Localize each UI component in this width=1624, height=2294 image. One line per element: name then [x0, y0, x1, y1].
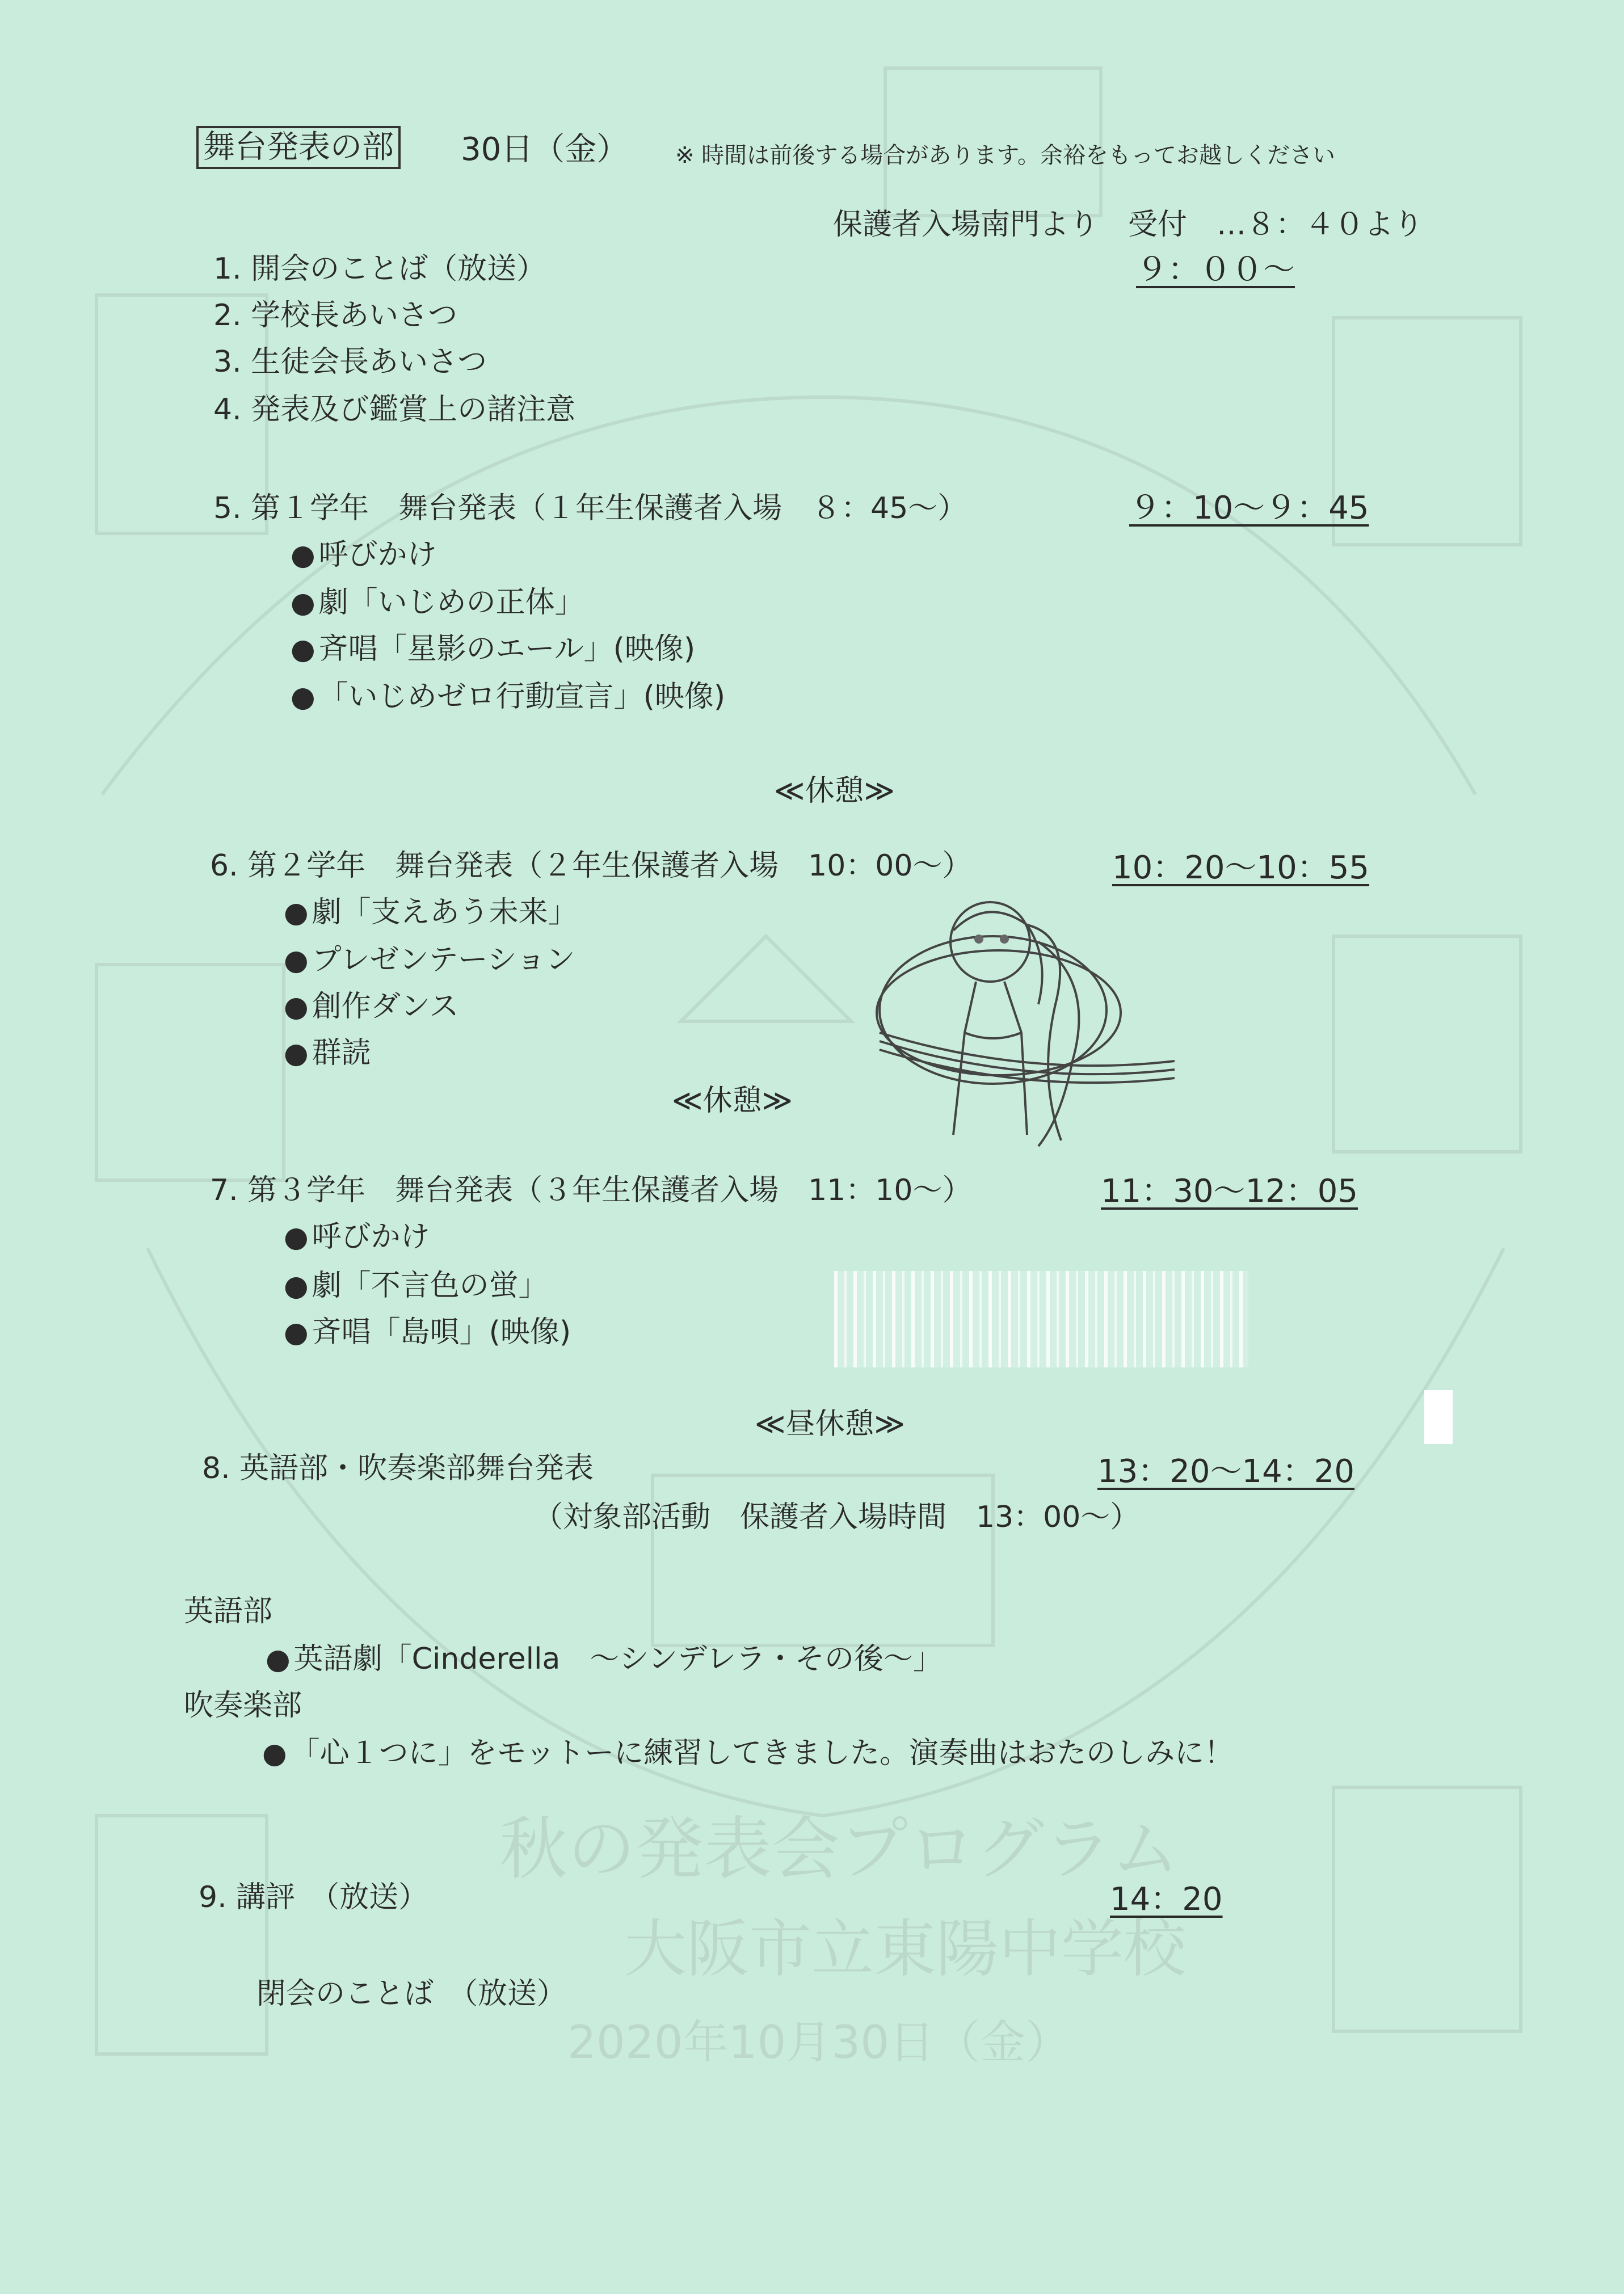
bullet-icon: ● — [284, 896, 309, 929]
bullet-icon: ● — [284, 1220, 309, 1253]
band-club-message — [262, 1736, 1234, 1770]
item-5-sub-3 — [291, 634, 695, 664]
watermark-date: 2020年10月30日（金） — [567, 2016, 1071, 2069]
item-7-label: 7. 第３学年 舞台発表（３年生保護者入場 11：10～） — [210, 1173, 972, 1207]
item-1-time: ９：００～ — [1136, 251, 1295, 288]
item-5-time: ９：10～９：45 — [1129, 490, 1369, 527]
sub-text: 英語劇「Cinderella ～シンデレラ・その後～」 — [293, 1642, 943, 1676]
bullet-icon: ● — [291, 680, 315, 713]
english-club-heading: 英語部 — [184, 1594, 273, 1628]
item-8-time: 13：20～14：20 — [1097, 1453, 1355, 1490]
bullet-icon: ● — [284, 1269, 309, 1302]
bullet-icon: ● — [262, 1737, 287, 1770]
sub-text: 劇「いじめの正体」 — [318, 586, 584, 620]
sub-text: 呼びかけ — [318, 538, 437, 572]
item-7-sub-3 — [284, 1315, 571, 1349]
item-5-sub-1 — [291, 540, 437, 570]
break-2: ≪休憩≫ — [672, 1084, 793, 1118]
item-7-time: 11：30～12：05 — [1101, 1173, 1358, 1210]
girl-illustration — [868, 891, 1186, 1152]
item-9-label: 9. 講評 （放送） — [199, 1880, 428, 1914]
item-8-note: （対象部活動 保護者入場時間 13：00～） — [533, 1500, 1140, 1534]
bullet-icon: ● — [284, 1316, 309, 1349]
white-patch — [1424, 1390, 1453, 1444]
bullet-icon: ● — [284, 944, 309, 976]
band-club-heading: 吹奏楽部 — [184, 1689, 302, 1723]
item-6-sub-4 — [284, 1038, 371, 1068]
sub-text: 群読 — [312, 1036, 371, 1070]
sub-text: 劇「不言色の蛍」 — [312, 1269, 548, 1303]
item-7-sub-2 — [284, 1269, 548, 1303]
item-5-label: 5. 第１学年 舞台発表（１年生保護者入場 ８：45～） — [213, 491, 967, 525]
item-4-label: 4. 発表及び鑑賞上の諸注意 — [213, 393, 576, 427]
watermark-school: 大阪市立東陽中学校 — [624, 1913, 1186, 1985]
watermark-title: 秋の発表会プログラム — [499, 1810, 1180, 1889]
item-6-time: 10：20～10：55 — [1112, 849, 1370, 886]
item-9-time: 14：20 — [1110, 1881, 1223, 1918]
sub-text: 「いじめゼロ行動宣言」(映像) — [318, 680, 726, 714]
sub-text: 劇「支えあう未来」 — [312, 895, 578, 929]
item-5-sub-2 — [291, 586, 584, 620]
item-1-label: 1. 開会のことば（放送） — [213, 252, 546, 286]
sub-text: 「心１つに」をモットーに練習してきました。演奏曲はおたのしみに！ — [290, 1736, 1234, 1770]
item-6-sub-3 — [284, 990, 459, 1024]
bullet-icon: ● — [266, 1643, 291, 1676]
event-date: 30日（金） — [461, 131, 629, 168]
sub-text: 創作ダンス — [312, 990, 459, 1024]
bullet-icon: ● — [284, 990, 309, 1023]
bullet-icon: ● — [291, 538, 315, 571]
english-club-play — [266, 1644, 943, 1674]
item-5-sub-4 — [291, 682, 725, 712]
bullet-icon: ● — [291, 633, 315, 666]
sub-text: 斉唱「島唄」(映像) — [312, 1315, 571, 1349]
item-3-label: 3. 生徒会長あいさつ — [213, 345, 487, 379]
break-1: ≪休憩≫ — [774, 774, 895, 808]
item-8-label: 8. 英語部・吹奏楽部舞台発表 — [202, 1451, 594, 1485]
item-7-sub-1 — [284, 1222, 430, 1252]
sub-text: プレゼンテーション — [312, 943, 575, 977]
sub-text: 呼びかけ — [312, 1220, 430, 1254]
bullet-icon: ● — [291, 586, 315, 619]
section-title-box: 舞台発表の部 — [196, 126, 401, 169]
bullet-icon: ● — [284, 1037, 309, 1070]
item-6-label: 6. 第２学年 舞台発表（２年生保護者入場 10：00～） — [210, 849, 972, 883]
closing-words: 閉会のことば （放送） — [256, 1977, 567, 2011]
break-3: ≪昼休憩≫ — [755, 1407, 905, 1441]
reception-info: 保護者入場南門より 受付 …８：４０より — [833, 208, 1424, 242]
item-6-sub-1 — [284, 895, 578, 929]
barcode-strip — [834, 1271, 1248, 1367]
sub-text: 斉唱「星影のエール」(映像) — [318, 632, 696, 666]
item-2-label: 2. 学校長あいさつ — [213, 298, 458, 332]
item-6-sub-2 — [284, 945, 575, 975]
timing-note: ※ 時間は前後する場合があります。余裕をもってお越しください — [675, 142, 1336, 169]
